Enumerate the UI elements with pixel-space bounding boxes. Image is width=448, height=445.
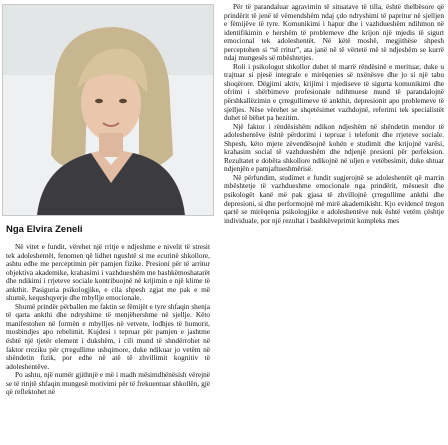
author-name: Nga Elvira Zeneli bbox=[6, 224, 83, 235]
paragraph: Në vitet e fundit, vërehet një rritje e ndjeshme e nivelit të stresit tek adoleshentët, fenomen që lidhet ngushtë si me ecurinë shkollore, ashtu edhe me perceptimin për pamjen fizike. Presioni për të arritur objektiva akademike, krahasimi i vazhdueshëm me bashkëmoshatarët dhe ndikimi i rrjeteve sociale kontribuojnë në krijimin e një klime të ankthit. Pasiguria psikologjike, e cila shpesh zgjat me pak e më shumë, kequshqyerje dhe mbyllje emocionale. bbox=[6, 242, 210, 303]
paragraph: Po ashtu, një numër gjithnjë e më i madh mësimdhënësish vërejnë se të rinjtë shfaqin mungesë motivimi për të frekuentuar shkollën, gjë që reflektohet në bbox=[6, 370, 210, 397]
paragraph: Në përfundim, studimet e fundit sugjerojnë se adoleshentët që marrin mbështetje të vazhdueshme emocionale nga prindërit, mësuesit dhe psikologët kanë më pak gjasa të zhvillojnë çrregullime ankthi dhe depresioni, si dhe performojnë më mirë akademikisht. Kjo evidencë tregon qartë se mirëqenia psikologjike e adoleshentëve nuk është vetëm çështje individuale, por një rezultat i bashkëveprimit kompleks mes bbox=[224, 172, 444, 225]
right-column bbox=[224, 3, 444, 225]
paragraph: Roli i psikologut shkollor duhet të marrë rëndësinë e merituar, duke u trajtuar si pjesë integrale e mirëqenies së nxënësve dhe jo si një tabu shoqërore. Dëgjimi aktiv, krijimi i mjediseve të sigurta komunikimi dhe ofrimi i shërbimeve profesionale ndihmuese mund të parandalojnë përshkallëzimin e çrregullimeve të ankthit, depresionit apo problemeve të sjelljes. Nëse vërehet se shqetësimet vazhdojnë, referimi tek specialistët duhet të bëhet pa hezitim. bbox=[224, 61, 444, 123]
paragraph: Për të parandaluar agravimin të situatave të tilla, është thelbësore që prindërit të jenë të vëmendshëm ndaj çdo ndryshimi të papritur në sjelljen e fëmijëve të tyre. Komunikimi i hapur dhe i vazhdueshëm ndihmon në identifikimin e hershëm të problemeve dhe krijon një mjedis të sigurt emocional tek adoleshentët. Në këtë moshë, megjithëse shpesh perceptohen si “të rritur”, ata janë në të vërtetë më të ndjeshëm se kurrë ndaj mungesës së mbështetjes. bbox=[224, 2, 444, 63]
portrait-photo-icon bbox=[3, 5, 213, 215]
paragraph: Një faktor i rëndësishëm ndikon ndjeshëm në shëndetin mendor të adoleshentëve është përdorimi i tepruar i telefonit dhe rrjeteve sociale. Shpesh, këto mjete zëvendësojnë kohën e studimit dhe krijojnë varësi, krahasim social të vazhdueshëm dhe ndjenjë presioni për perfeksion. Rezultatet e dobëta shkollore ndikojnë në uljen e vetëbesimit, duke shtuar ndjenjën e pamjaftueshmërisë. bbox=[224, 121, 444, 174]
left-column bbox=[6, 243, 210, 397]
author-photo bbox=[2, 4, 214, 216]
paragraph: Shumë prindër përballen me faktin se fëmijët e tyre shfaqin shenja të qarta ankthi dhe ndryshime të menjëhershme në sjellje. Këto manifestohen në formën e mbylljes në vetvete, lodhjes të humorit, mosbindjes apo rebelimit. Kujdesi i tepruar për pamjen e jashtme është një tjetër element i dukshëm, i cili mund të shndërrohet në faktor rreziku për çrregullime ushqimore, duke ndikuar jo vetëm në shëndetin fizik, por edhe në atë të zhvillimit kognitiv të adoleshentëve. bbox=[6, 301, 210, 371]
